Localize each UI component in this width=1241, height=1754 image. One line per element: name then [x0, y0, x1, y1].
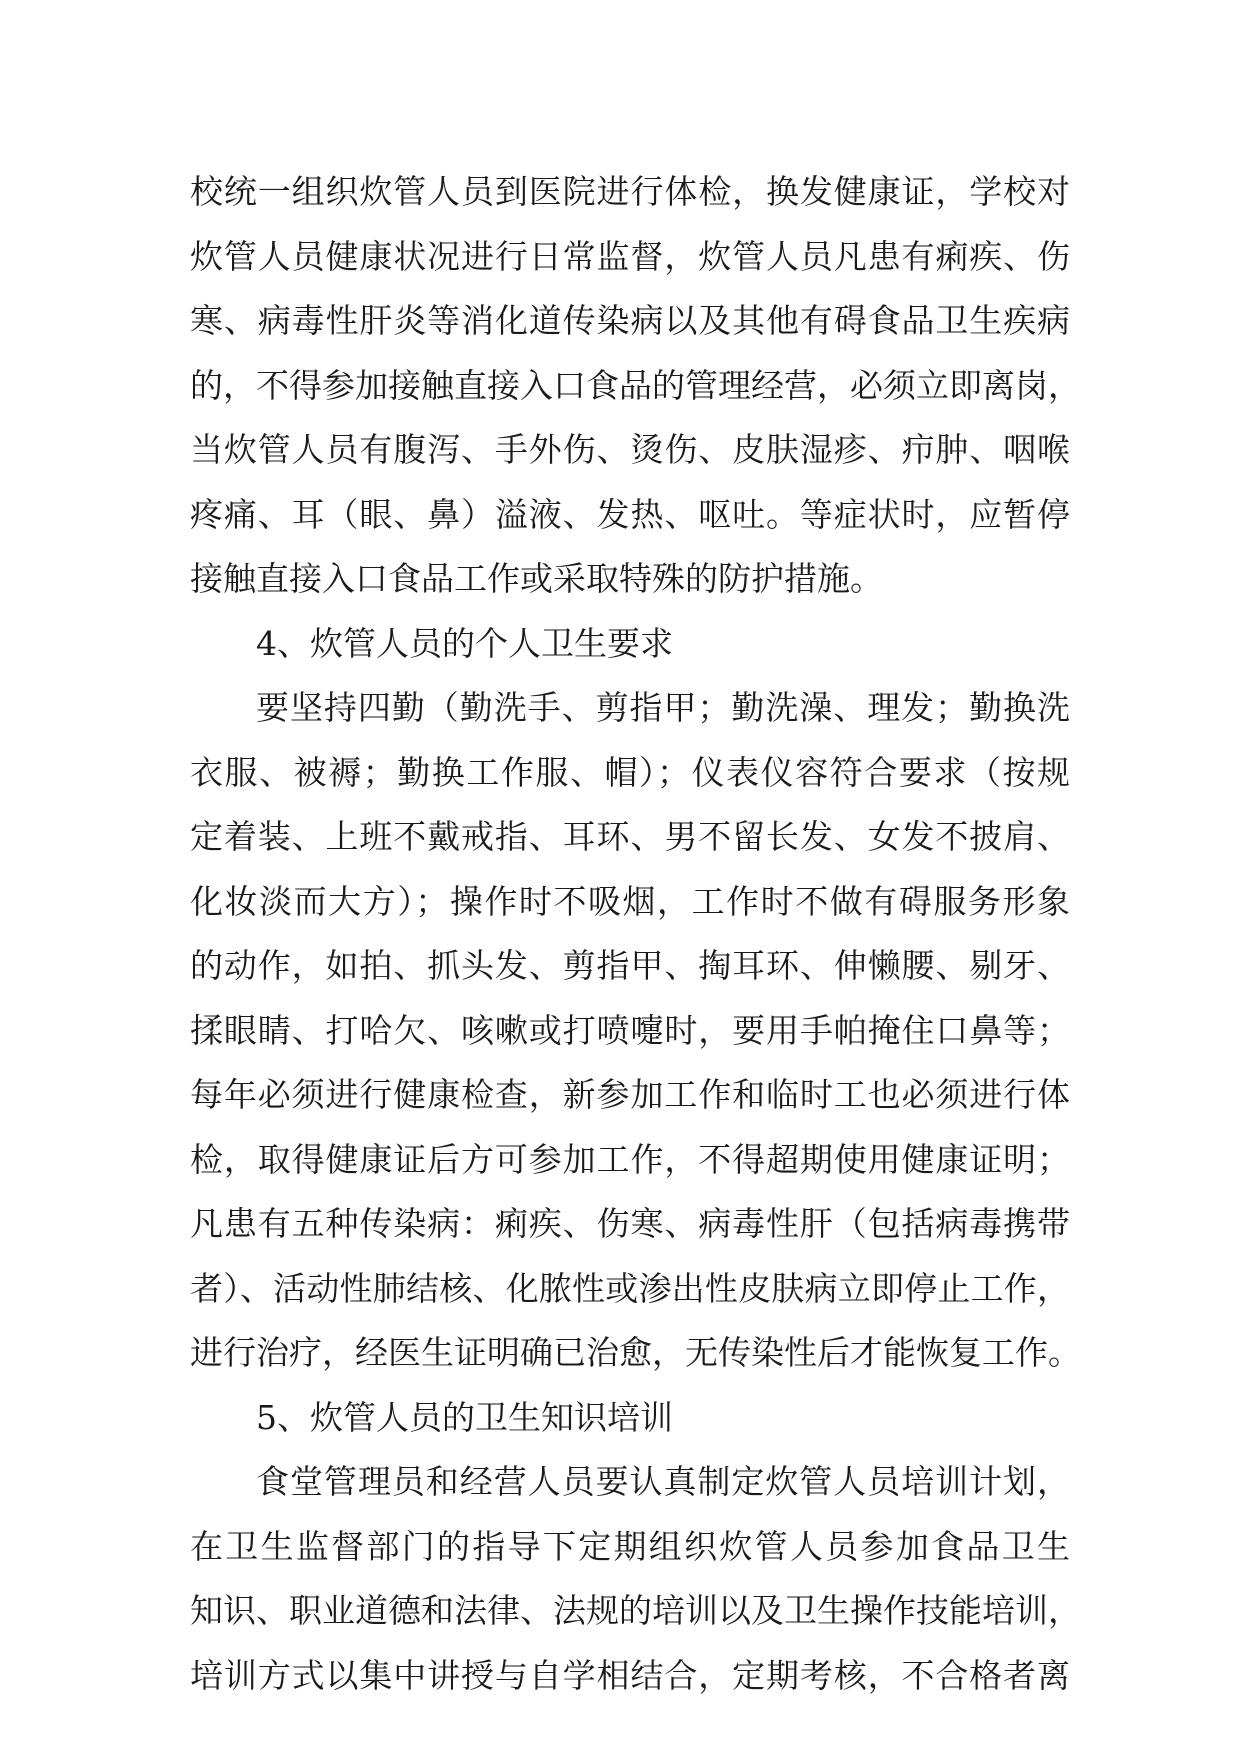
text-line: 食堂管理员和经营人员要认真制定炊管人员培训计划，: [256, 1462, 1070, 1501]
text-line: 炊管人员健康状况进行日常监督，炊管人员凡患有痢疾、伤: [190, 236, 1070, 276]
text-line: 寒、病毒性肝炎等消化道传染病以及其他有碍食品卫生疾病: [190, 301, 1070, 340]
text-line: 衣服、被褥；勤换工作服、帽）；仪表仪容符合要求（按规: [190, 752, 1070, 792]
text-line: 者）、活动性肺结核、化脓性或渗出性皮肤病立即停止工作，: [190, 1268, 1070, 1308]
text-line: 当炊管人员有腹泻、手外伤、烫伤、皮肤湿疹、疖肿、咽喉: [190, 430, 1070, 469]
text-line: 在卫生监督部门的指导下定期组织炊管人员参加食品卫生: [190, 1526, 1070, 1566]
section-heading: 5、炊管人员的卫生知识培训: [256, 1397, 673, 1437]
text-line: 检，取得健康证后方可参加工作，不得超期使用健康证明；: [190, 1139, 1070, 1179]
text-line: 化妆淡而大方）；操作时不吸烟，工作时不做有碍服务形象: [190, 881, 1070, 921]
text-line: 校统一组织炊管人员到医院进行体检，换发健康证，学校对: [190, 172, 1070, 211]
text-line: 的，不得参加接触直接入口食品的管理经营，必须立即离岗，: [190, 365, 1081, 405]
text-line: 培训方式以集中讲授与自学相结合，定期考核，不合格者离: [190, 1655, 1070, 1695]
text-line: 定着装、上班不戴戒指、耳环、男不留长发、女发不披肩、: [190, 817, 1070, 856]
text-line: 进行治疗，经医生证明确已治愈，无传染性后才能恢复工作。: [190, 1333, 1081, 1372]
document-body: [190, 160, 1081, 1708]
text-line: 凡患有五种传染病：痢疾、伤寒、病毒性肝（包括病毒携带: [190, 1204, 1070, 1243]
text-line: 的动作，如拍、抓头发、剪指甲、掏耳环、伸懒腰、剔牙、: [190, 946, 1070, 985]
text-line: 揉眼睛、打哈欠、咳嗽或打喷嚏时，要用手帕掩住口鼻等；: [190, 1010, 1070, 1050]
text-line: 疼痛、耳（眼、鼻）溢液、发热、呕吐。等症状时，应暂停: [190, 494, 1070, 534]
text-line: 知识、职业道德和法律、法规的培训以及卫生操作技能培训，: [190, 1591, 1081, 1630]
text-line: 每年必须进行健康检查，新参加工作和临时工也必须进行体: [190, 1075, 1070, 1114]
section-heading: 4、炊管人员的个人卫生要求: [256, 623, 673, 663]
text-line: 接触直接入口食品工作或采取特殊的防护措施。: [190, 559, 883, 598]
text-line: 要坚持四勤（勤洗手、剪指甲；勤洗澡、理发；勤换洗: [256, 688, 1070, 727]
